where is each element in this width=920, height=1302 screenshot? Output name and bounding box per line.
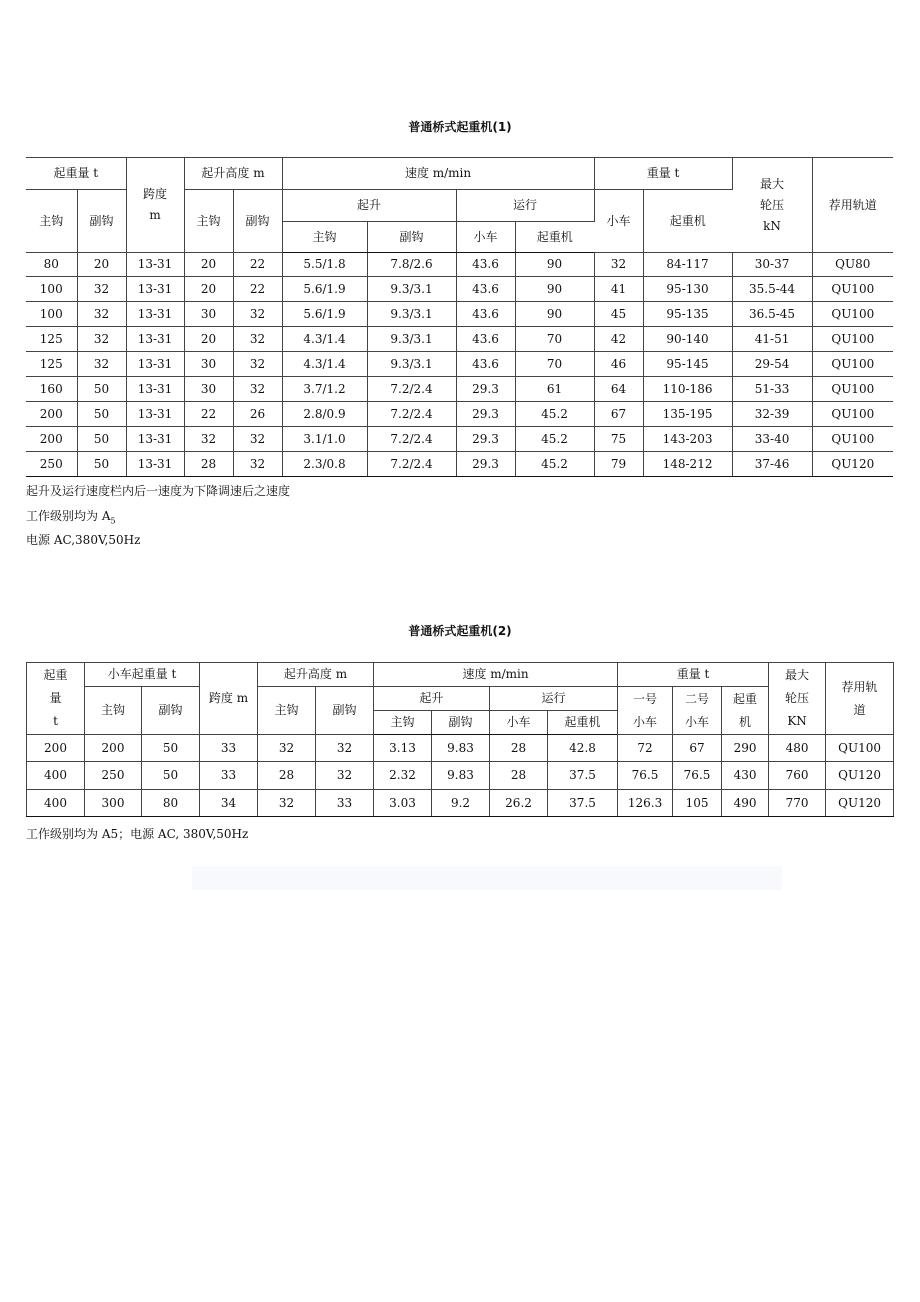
header-lifting: 起升 <box>282 190 456 222</box>
table-cell: 480 <box>769 735 826 762</box>
header-trolley2-weight: 二号 小车 <box>673 687 722 735</box>
table-cell: 9.3/3.1 <box>367 352 456 377</box>
table-row <box>26 377 893 402</box>
table-cell: 32 <box>316 762 374 790</box>
table-cell: 32 <box>233 427 282 452</box>
table-cell: 37.5 <box>548 762 618 790</box>
table-cell: 3.7/1.2 <box>282 377 367 402</box>
table-cell: 20 <box>184 253 233 277</box>
table-cell: 32 <box>77 327 126 352</box>
table-cell: QU120 <box>812 452 893 477</box>
table-cell: 13-31 <box>126 302 184 327</box>
table-cell: 50 <box>77 452 126 477</box>
table-cell: 2.8/0.9 <box>282 402 367 427</box>
table-cell: 13-31 <box>126 253 184 277</box>
table2-title: 普通桥式起重机(2) <box>408 624 512 638</box>
table-cell: 51-33 <box>732 377 812 402</box>
header-max-wheel-load: 最大 轮压 kN <box>732 158 812 253</box>
header-travel: 运行 <box>490 687 618 711</box>
table-row <box>26 302 893 327</box>
table-cell: 148-212 <box>643 452 732 477</box>
table-cell: 7.2/2.4 <box>367 402 456 427</box>
table-cell: 125 <box>26 352 77 377</box>
table-cell: QU100 <box>812 302 893 327</box>
table-cell: 45.2 <box>515 427 594 452</box>
table-row <box>26 277 893 302</box>
table-row <box>26 253 893 277</box>
table-cell: 7.2/2.4 <box>367 377 456 402</box>
faint-background-band <box>192 866 782 890</box>
header-trolley-capacity: 小车起重量 t <box>85 663 200 687</box>
header-span: 跨度 m <box>126 158 184 253</box>
table-cell: QU100 <box>812 427 893 452</box>
table-cell: 80 <box>142 790 200 817</box>
table-cell: 43.6 <box>456 302 515 327</box>
table-row <box>26 427 893 452</box>
table-cell: QU100 <box>812 352 893 377</box>
table-cell: 250 <box>85 762 142 790</box>
table-cell: 13-31 <box>126 452 184 477</box>
header-travel-trolley: 小车 <box>456 222 515 253</box>
header-travel-crane: 起重机 <box>515 222 594 253</box>
header-main-hook: 主钩 <box>26 190 77 253</box>
table-cell: 32-39 <box>732 402 812 427</box>
table-cell: 42.8 <box>548 735 618 762</box>
table-row <box>26 402 893 427</box>
table-cell: 50 <box>77 427 126 452</box>
table-cell: 50 <box>142 735 200 762</box>
crane-spec-table-2 <box>26 662 894 817</box>
table-cell: 28 <box>490 735 548 762</box>
table-cell: 430 <box>722 762 769 790</box>
header-aux-hook: 副钩 <box>77 190 126 253</box>
table-cell: 9.3/3.1 <box>367 277 456 302</box>
table-cell: 33-40 <box>732 427 812 452</box>
table-cell: 4.3/1.4 <box>282 352 367 377</box>
table-cell: 30 <box>184 352 233 377</box>
table-cell: 7.2/2.4 <box>367 427 456 452</box>
table-cell: 5.5/1.8 <box>282 253 367 277</box>
table-cell: 26 <box>233 402 282 427</box>
table-cell: 30 <box>184 377 233 402</box>
table-cell: 61 <box>515 377 594 402</box>
table-cell: 29.3 <box>456 402 515 427</box>
table-cell: 3.13 <box>374 735 432 762</box>
table-cell: 33 <box>200 735 258 762</box>
table-cell: 28 <box>490 762 548 790</box>
header-lift-main: 主钩 <box>184 190 233 253</box>
header-trolley-weight: 小车 <box>594 190 643 253</box>
table-cell: 37.5 <box>548 790 618 817</box>
table-cell: 45.2 <box>515 452 594 477</box>
table-cell: 75 <box>594 427 643 452</box>
table-cell: QU100 <box>812 327 893 352</box>
table-cell: 41 <box>594 277 643 302</box>
table-cell: 770 <box>769 790 826 817</box>
table-cell: 100 <box>26 302 77 327</box>
table-cell: 3.03 <box>374 790 432 817</box>
table-cell: 50 <box>142 762 200 790</box>
table-cell: 28 <box>184 452 233 477</box>
table-row <box>27 790 894 817</box>
table-cell: 110-186 <box>643 377 732 402</box>
header-travel: 运行 <box>456 190 594 222</box>
table-cell: 200 <box>26 402 77 427</box>
table-cell: 50 <box>77 377 126 402</box>
header-lift-main: 主钩 <box>258 687 316 735</box>
table-cell: 32 <box>184 427 233 452</box>
table-cell: 125 <box>26 327 77 352</box>
table-cell: 135-195 <box>643 402 732 427</box>
header-travel-trolley: 小车 <box>490 711 548 735</box>
table-cell: 32 <box>594 253 643 277</box>
table-cell: 400 <box>27 762 85 790</box>
table-cell: 490 <box>722 790 769 817</box>
table-cell: 20 <box>77 253 126 277</box>
table-cell: QU100 <box>826 735 894 762</box>
header-lift-aux: 副钩 <box>233 190 282 253</box>
table-cell: 33 <box>200 762 258 790</box>
table-cell: 45.2 <box>515 402 594 427</box>
table-row <box>26 327 893 352</box>
table-cell: 95-135 <box>643 302 732 327</box>
table-cell: 100 <box>26 277 77 302</box>
table-cell: 760 <box>769 762 826 790</box>
table-cell: 43.6 <box>456 277 515 302</box>
header-trolley1-weight: 一号 小车 <box>618 687 673 735</box>
table-cell: 43.6 <box>456 253 515 277</box>
table-cell: 90-140 <box>643 327 732 352</box>
table-cell: 90 <box>515 253 594 277</box>
table-row <box>26 452 893 477</box>
table-cell: 90 <box>515 302 594 327</box>
header-capacity: 起重 量 t <box>27 663 85 735</box>
table-cell: 35.5-44 <box>732 277 812 302</box>
header-span: 跨度 m <box>200 663 258 735</box>
table-cell: 7.2/2.4 <box>367 452 456 477</box>
header-speed: 速度 m/min <box>374 663 618 687</box>
header-lift-aux: 副钩 <box>316 687 374 735</box>
table-cell: 43.6 <box>456 327 515 352</box>
note-speed: 起升及运行速度栏内后一速度为下降调速后之速度 <box>26 484 291 498</box>
header-speed-main: 主钩 <box>374 711 432 735</box>
table-cell: 9.83 <box>432 762 490 790</box>
table-cell: 46 <box>594 352 643 377</box>
table-cell: 32 <box>77 352 126 377</box>
header-travel-crane: 起重机 <box>548 711 618 735</box>
table-cell: 105 <box>673 790 722 817</box>
header-weight: 重量 t <box>594 158 732 190</box>
table-cell: 200 <box>27 735 85 762</box>
header-speed-aux: 副钩 <box>432 711 490 735</box>
table-cell: 9.3/3.1 <box>367 302 456 327</box>
table-cell: 32 <box>316 735 374 762</box>
table-cell: 13-31 <box>126 377 184 402</box>
table-cell: 29-54 <box>732 352 812 377</box>
note-duty-power: 工作级别均为 A5；电源 AC, 380V,50Hz <box>26 827 249 841</box>
table-cell: 22 <box>233 277 282 302</box>
table-cell: 32 <box>233 352 282 377</box>
header-speed: 速度 m/min <box>282 158 594 190</box>
table-cell: 9.3/3.1 <box>367 327 456 352</box>
table-cell: 143-203 <box>643 427 732 452</box>
table-cell: 22 <box>184 402 233 427</box>
header-max-wheel-load: 最大 轮压 KN <box>769 663 826 735</box>
table2-body <box>27 735 894 817</box>
table-cell: 67 <box>594 402 643 427</box>
table-cell: 34 <box>200 790 258 817</box>
table-row <box>26 352 893 377</box>
crane-spec-table-1 <box>26 157 893 477</box>
table-cell: 90 <box>515 277 594 302</box>
table-cell: QU120 <box>826 762 894 790</box>
table-row <box>27 762 894 790</box>
table-cell: 22 <box>233 253 282 277</box>
table-cell: 29.3 <box>456 377 515 402</box>
header-rail: 荐用轨道 <box>812 158 893 253</box>
table-cell: 32 <box>233 452 282 477</box>
table-cell: 29.3 <box>456 427 515 452</box>
table-cell: 32 <box>258 790 316 817</box>
table-cell: 45 <box>594 302 643 327</box>
table-cell: 32 <box>233 377 282 402</box>
table-cell: 43.6 <box>456 352 515 377</box>
note-duty-class: 工作级别均为 $A_5$ <box>26 509 116 526</box>
table-cell: 5.6/1.9 <box>282 277 367 302</box>
table-cell: 36.5-45 <box>732 302 812 327</box>
table-cell: 13-31 <box>126 352 184 377</box>
table-cell: 30 <box>184 302 233 327</box>
header-lifting: 起升 <box>374 687 490 711</box>
table-cell: 64 <box>594 377 643 402</box>
table-cell: 9.2 <box>432 790 490 817</box>
table-cell: 26.2 <box>490 790 548 817</box>
table-cell: 13-31 <box>126 427 184 452</box>
header-weight: 重量 t <box>618 663 769 687</box>
header-lift-height: 起升高度 m <box>258 663 374 687</box>
table-cell: QU80 <box>812 253 893 277</box>
table-cell: QU120 <box>826 790 894 817</box>
table-cell: 32 <box>233 327 282 352</box>
table-cell: 200 <box>85 735 142 762</box>
table1-title: 普通桥式起重机(1) <box>408 120 512 134</box>
table-cell: 126.3 <box>618 790 673 817</box>
table-cell: 7.8/2.6 <box>367 253 456 277</box>
header-aux-hook: 副钩 <box>142 687 200 735</box>
table-cell: 9.83 <box>432 735 490 762</box>
table-cell: 33 <box>316 790 374 817</box>
table-cell: 2.32 <box>374 762 432 790</box>
table-cell: 67 <box>673 735 722 762</box>
table-cell: 13-31 <box>126 402 184 427</box>
header-capacity: 起重量 t <box>26 158 126 190</box>
table-cell: QU100 <box>812 277 893 302</box>
table-row <box>27 735 894 762</box>
header-crane-weight: 起重机 <box>643 190 732 253</box>
table-cell: 76.5 <box>673 762 722 790</box>
table-cell: 32 <box>77 302 126 327</box>
table-cell: 13-31 <box>126 327 184 352</box>
table-cell: 32 <box>77 277 126 302</box>
table-cell: 30-37 <box>732 253 812 277</box>
table-cell: 80 <box>26 253 77 277</box>
table-cell: 3.1/1.0 <box>282 427 367 452</box>
table-cell: 20 <box>184 327 233 352</box>
header-lift-height: 起升高度 m <box>184 158 282 190</box>
table-cell: 84-117 <box>643 253 732 277</box>
table-cell: 20 <box>184 277 233 302</box>
table-cell: 29.3 <box>456 452 515 477</box>
table-cell: 70 <box>515 352 594 377</box>
table-cell: 28 <box>258 762 316 790</box>
header-speed-aux: 副钩 <box>367 222 456 253</box>
table-cell: 41-51 <box>732 327 812 352</box>
table-cell: 400 <box>27 790 85 817</box>
table-cell: 250 <box>26 452 77 477</box>
table-cell: 5.6/1.9 <box>282 302 367 327</box>
table-cell: 4.3/1.4 <box>282 327 367 352</box>
table-cell: QU100 <box>812 402 893 427</box>
header-main-hook: 主钩 <box>85 687 142 735</box>
table-cell: 70 <box>515 327 594 352</box>
table-cell: 32 <box>258 735 316 762</box>
table-cell: 160 <box>26 377 77 402</box>
table1-body <box>26 253 893 477</box>
table-cell: 2.3/0.8 <box>282 452 367 477</box>
header-speed-main: 主钩 <box>282 222 367 253</box>
header-crane-weight: 起重 机 <box>722 687 769 735</box>
table-cell: 13-31 <box>126 277 184 302</box>
table-cell: 300 <box>85 790 142 817</box>
table-cell: 37-46 <box>732 452 812 477</box>
table-cell: 200 <box>26 427 77 452</box>
table-cell: 50 <box>77 402 126 427</box>
table-cell: 32 <box>233 302 282 327</box>
table-cell: 72 <box>618 735 673 762</box>
note-power: 电源 AC,380V,50Hz <box>26 533 141 547</box>
table-cell: QU100 <box>812 377 893 402</box>
header-rail: 荐用轨 道 <box>826 663 894 735</box>
table-cell: 290 <box>722 735 769 762</box>
table-cell: 95-145 <box>643 352 732 377</box>
table-cell: 79 <box>594 452 643 477</box>
table-cell: 95-130 <box>643 277 732 302</box>
table-cell: 42 <box>594 327 643 352</box>
table-cell: 76.5 <box>618 762 673 790</box>
